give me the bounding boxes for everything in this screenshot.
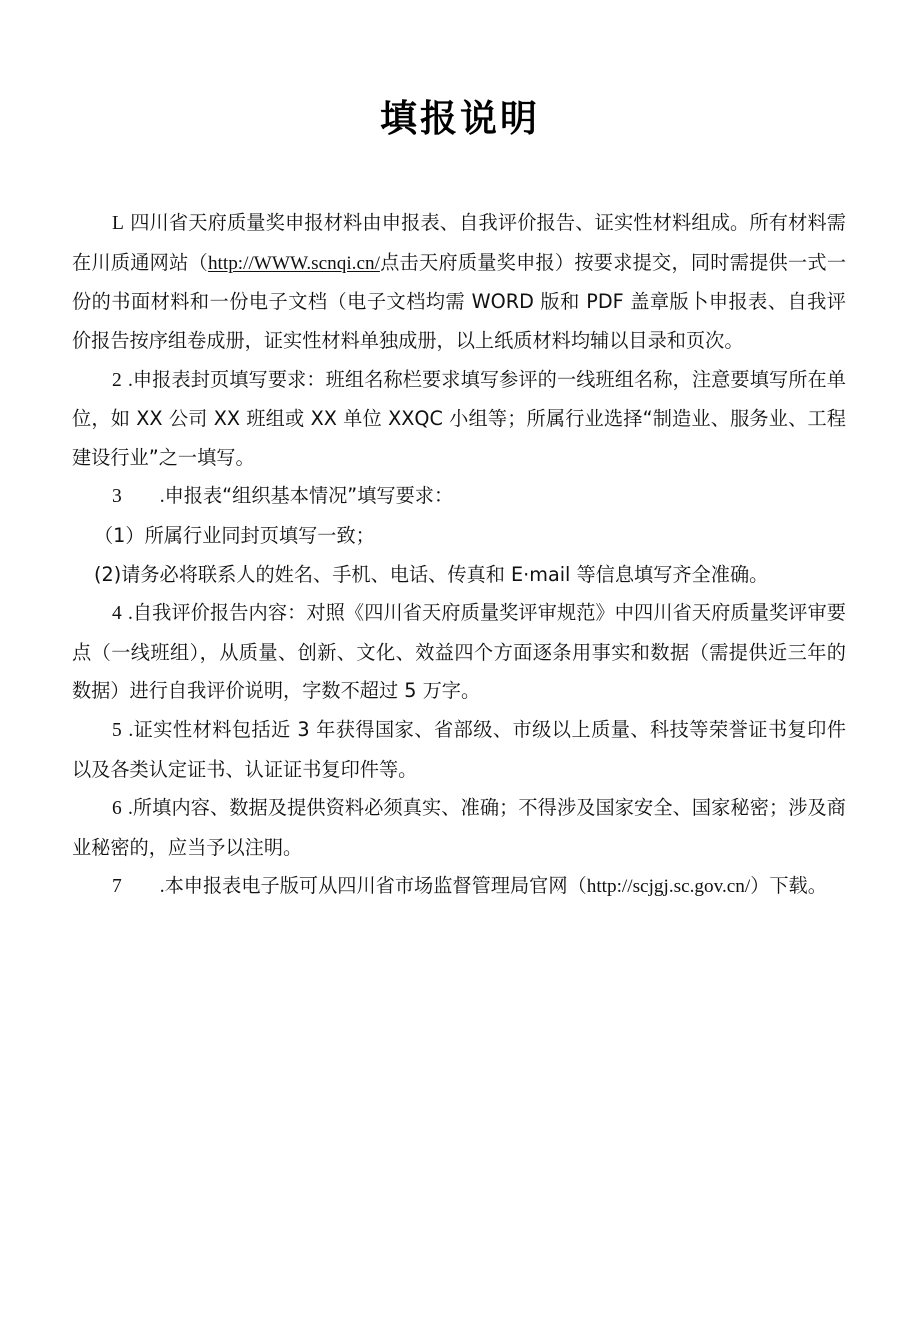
item-7-text-before: 本申报表电子版可从四川省市场监督管理局官网（	[164, 874, 587, 898]
item-1-text-b: 点击天府质量奖申报）按要求提交，同时需提供一式一份的书面材料和一份电子文档（电子文档均需 WORD 版和 PDF 盖章版卜申报表、自我评价报告按序组卷成册，证实性材料单独成册，以上纸质材料均辅以目录和页次。	[72, 250, 847, 353]
item-6-marker: 6	[112, 798, 122, 820]
item-2-marker: 2	[112, 369, 122, 391]
item-6-separator: .	[127, 798, 133, 820]
instruction-item-3-2: (2)请务必将联系人的姓名、手机、电话、传真和 E·mail 等信息填写齐全准确。	[94, 562, 769, 586]
item-5-marker: 5	[112, 719, 122, 741]
instruction-item-5	[72, 711, 846, 789]
item-6-text: 所填内容、数据及提供资料必须真实、准确；不得涉及国家安全、国家秘密；涉及商业秘密的，应当予以注明。	[72, 796, 846, 859]
item-2-text: 申报表封页填写要求：班组名称栏要求填写参评的一线班组名称，注意要填写所在单位，如 XX 公司 XX 班组或 XX 单位 XXQC 小组等；所属行业选择“制造业、服务业、工程建设行业”之一填写。	[72, 367, 846, 469]
instruction-item-4	[72, 594, 846, 711]
page-title: 填报说明	[380, 97, 540, 140]
item-1-url[interactable]: http://WWW.scnqi.cn/	[207, 252, 380, 274]
item-3-marker: 3	[112, 486, 122, 508]
item-1-marker: L	[112, 213, 124, 235]
item-5-separator: .	[128, 719, 134, 741]
instruction-item-3	[72, 477, 846, 517]
instruction-item-3-1: （1）所属行业同封页填写一致；	[94, 524, 375, 547]
item-4-separator: .	[127, 603, 133, 625]
item-3-separator: .	[159, 486, 165, 508]
item-3-text: 申报表“组织基本情况”填写要求：	[164, 484, 454, 508]
item-7-marker: 7	[112, 876, 122, 898]
item-7-text-after: ）下载。	[750, 874, 827, 898]
document-body	[0, 204, 920, 907]
item-4-text: 自我评价报告内容：对照《四川省天府质量奖评审规范》中四川省天府质量奖评审要点（一线班组），从质量、创新、文化、效益四个方面逐条用事实和数据（需提供近三年的数据）进行自我评价说明，字数不超过 5 万字。	[72, 601, 846, 703]
instruction-item-2	[72, 361, 846, 478]
instruction-item-1	[72, 204, 846, 360]
item-1-text-a: 四川省天府质量奖申报材料由申报表、自我评价报告、证实性材料组成。所有材料需在川质通网站（	[72, 211, 846, 274]
instruction-item-6	[72, 789, 846, 867]
item-7-separator: .	[159, 876, 165, 898]
instruction-item-7	[72, 867, 846, 907]
item-2-separator: .	[127, 369, 133, 391]
item-5-text: 证实性材料包括近 3 年获得国家、省部级、市级以上质量、科技等荣誉证书复印件以及各类认定证书、认证证书复印件等。	[72, 717, 846, 781]
item-7-url[interactable]: http://scjgj.sc.gov.cn/	[586, 876, 751, 898]
item-4-marker: 4	[112, 603, 122, 625]
